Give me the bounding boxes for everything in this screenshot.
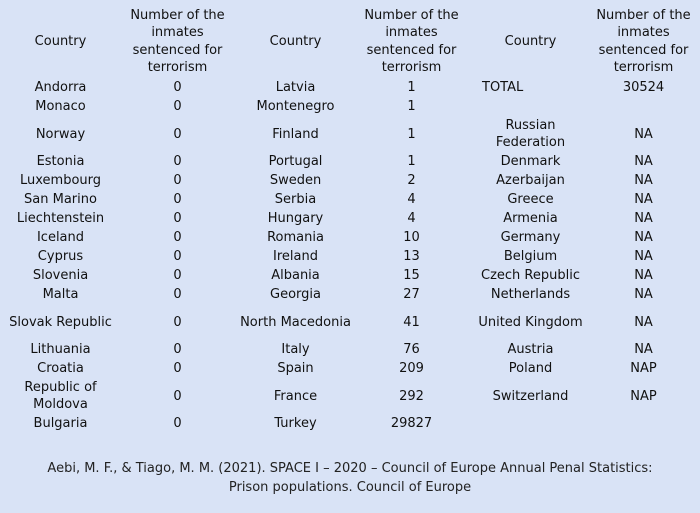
cell-count-c: NA [634,314,653,330]
cell-country-b: Italy [281,342,310,357]
col-header-count-2: Number of the inmates sentenced for terrorism [364,7,459,75]
cell-count-b: 10 [403,230,420,245]
col-header-count-3: Number of the inmates sentenced for terrorism [596,7,691,75]
cell-country-c: United Kingdom [478,314,583,330]
cell-country-a: Monaco [35,99,86,114]
cell-country-b: Romania [267,230,324,245]
cell-country-b: Hungary [267,211,324,226]
cell-count-b: 29827 [390,416,433,431]
cell-country-a: Iceland [36,230,85,245]
cell-country-a: Croatia [37,361,84,376]
cell-country-c [470,97,591,116]
terrorism-inmates-table [4,5,696,433]
cell-country-a: Lithuania [30,342,91,357]
cell-country-c: Russian Federation [495,118,566,150]
cell-country-b: Portugal [268,154,323,169]
cell-country-b: Georgia [270,287,321,302]
header-row [4,5,696,78]
table-row [4,304,696,340]
cell-count-b: 4 [407,211,416,226]
table-body [4,78,696,433]
cell-count-c: NA [634,230,653,245]
cell-count-a: 0 [173,192,182,207]
cell-count-b: 292 [399,388,424,404]
cell-count-c: NA [634,268,653,283]
cell-country-c: Germany [500,230,561,245]
col-header-country-3: Country [504,33,557,49]
table-row [4,171,696,190]
source-line-1: Aebi, M. F., & Tiago, M. M. (2021). SPACE I – 2020 – Council of Europe Annual Penal Statistics: [47,461,653,476]
cell-country-c: Belgium [503,249,558,264]
cell-count-c: NAP [630,361,657,376]
cell-country-a: Slovenia [32,268,89,283]
table-row [4,78,696,97]
cell-country-c: Greece [507,192,554,207]
cell-country-c: Poland [508,361,553,376]
cell-count-a: 0 [173,230,182,245]
cell-country-b: Albania [271,268,320,283]
cell-count-a: 0 [173,99,182,114]
cell-count-b: 76 [403,342,420,357]
cell-count-c [591,97,696,116]
cell-count-a: 0 [173,154,182,169]
cell-country-c: Netherlands [490,287,571,302]
cell-country-a: San Marino [24,192,97,207]
table-row [4,414,696,433]
cell-count-c: 30524 [622,80,665,95]
cell-country-b: Serbia [274,192,317,207]
cell-count-c: NA [634,173,653,188]
cell-count-a: 0 [173,361,182,376]
cell-count-c: NA [634,126,653,142]
cell-count-a: 0 [173,268,182,283]
cell-country-a: Bulgaria [33,416,88,431]
cell-country-b: North Macedonia [240,314,351,330]
cell-country-b: Turkey [274,416,317,431]
table-row [4,247,696,266]
table-row [4,116,696,152]
cell-count-a: 0 [173,342,182,357]
table-row [4,378,696,414]
cell-count-c: NA [634,154,653,169]
table-row [4,209,696,228]
cell-count-a: 0 [173,173,182,188]
cell-country-b: Spain [277,361,314,376]
cell-count-c: NA [634,287,653,302]
cell-country-a: Luxembourg [19,173,102,188]
cell-country-a: Cyprus [37,249,84,264]
col-header-country-1: Country [34,33,87,49]
cell-country-a: Liechtenstein [16,211,105,226]
table-row [4,190,696,209]
cell-count-b: 13 [403,249,420,264]
table-row [4,340,696,359]
table-row [4,152,696,171]
cell-country-b: France [273,388,318,404]
cell-country-c: Switzerland [492,388,569,404]
cell-count-a: 0 [173,80,182,95]
cell-count-c: NA [634,192,653,207]
cell-country-a: Estonia [36,154,85,169]
cell-country-b: Ireland [273,249,318,264]
cell-country-a: Republic of Moldova [24,380,97,412]
cell-count-a: 0 [173,249,182,264]
cell-country-a: Norway [35,126,86,142]
cell-count-a: 0 [173,126,182,142]
cell-country-a: Slovak Republic [9,314,112,330]
table-row [4,266,696,285]
cell-count-c [591,414,696,433]
col-header-count-1: Number of the inmates sentenced for terrorism [130,7,225,75]
cell-count-c: NAP [630,388,657,404]
cell-count-c: NA [634,249,653,264]
cell-count-b: 41 [403,314,420,330]
cell-country-a: Malta [42,287,79,302]
cell-country-c: Armenia [503,211,558,226]
table-row [4,228,696,247]
cell-count-b: 1 [407,126,416,142]
cell-count-a: 0 [173,416,182,431]
cell-country-c [470,414,591,433]
cell-country-c: Azerbaijan [496,173,565,188]
cell-count-b: 4 [407,192,416,207]
cell-count-b: 1 [407,80,416,95]
cell-count-a: 0 [173,314,182,330]
cell-count-c: NA [634,342,653,357]
cell-country-b: Montenegro [256,99,335,114]
cell-country-c: TOTAL [482,80,524,95]
cell-country-b: Finland [272,126,319,142]
cell-count-b: 27 [403,287,420,302]
cell-country-b: Latvia [275,80,316,95]
cell-count-b: 1 [407,99,416,114]
cell-count-a: 0 [173,211,182,226]
source-citation [0,459,700,497]
source-line-2: Prison populations. Council of Europe [228,480,472,495]
cell-country-c: Austria [507,342,554,357]
cell-count-b: 2 [407,173,416,188]
cell-count-a: 0 [173,287,182,302]
cell-country-c: Czech Republic [481,268,580,283]
cell-country-a: Andorra [34,80,87,95]
table-row [4,97,696,116]
col-header-country-2: Country [269,33,322,49]
table-row [4,359,696,378]
cell-count-b: 209 [399,361,424,376]
table-row [4,285,696,304]
cell-country-c: Denmark [500,154,561,169]
cell-count-b: 15 [403,268,420,283]
cell-count-a: 0 [173,388,182,404]
cell-count-b: 1 [407,154,416,169]
cell-count-c: NA [634,211,653,226]
cell-country-b: Sweden [269,173,322,188]
